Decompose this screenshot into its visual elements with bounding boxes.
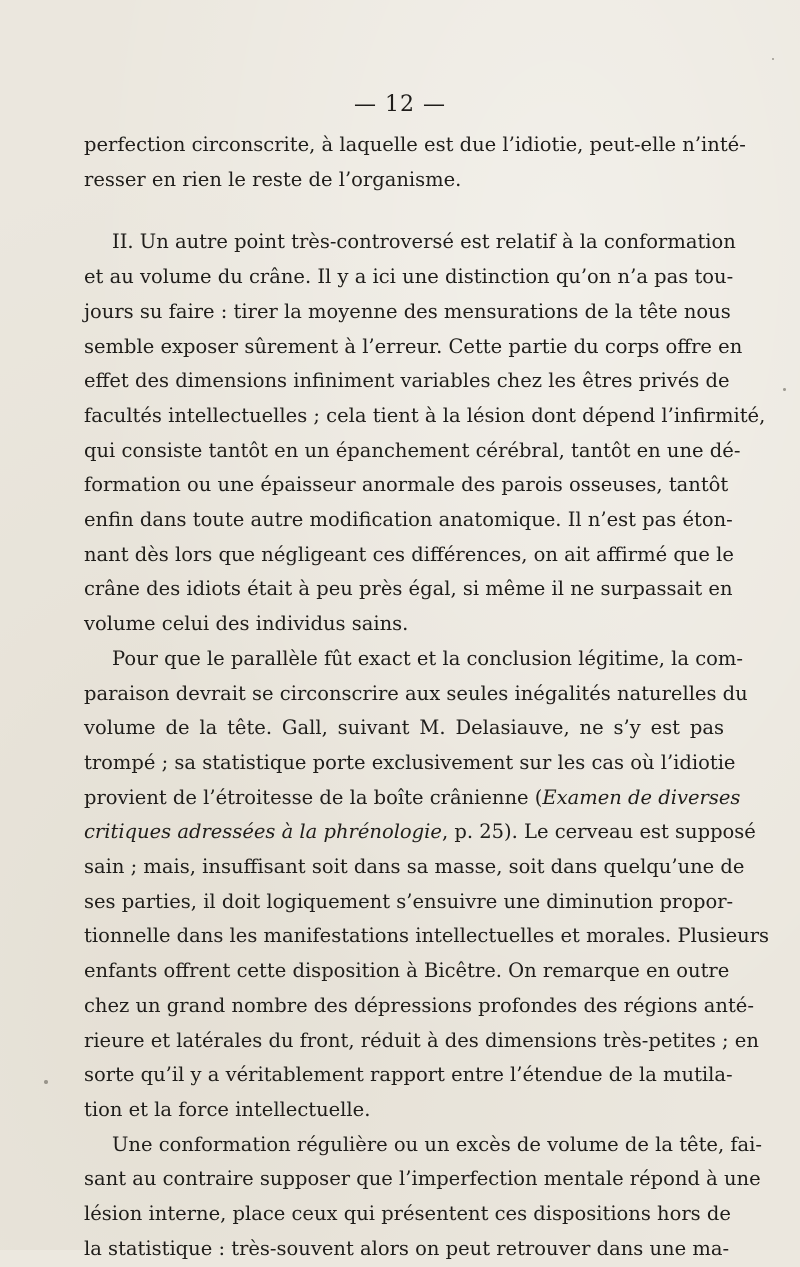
ink-speck <box>44 1080 48 1084</box>
text-line: enfants offrent cette disposition à Bicêtre. On remarque en outre <box>84 959 730 983</box>
text-line: sorte qu’il y a véritablement rapport entre l’étendue de la mutila- <box>84 1063 733 1087</box>
text-line: facultés intellectuelles ; cela tient à la lésion dont dépend l’infirmité, <box>84 403 766 427</box>
text-line: Une conformation régulière ou un excès de volume de la tête, fai- <box>112 1132 763 1156</box>
paragraph-1 <box>84 128 746 197</box>
text-line: Pour que le parallèle fût exact et la conclusion légitime, la com- <box>112 646 743 670</box>
text-line: enfin dans toute autre modification anatomique. Il n’est pas éton- <box>84 508 733 532</box>
ink-speck <box>783 388 786 391</box>
text-fragment: , p. 25). Le cerveau est supposé <box>441 820 756 844</box>
text-line: jours su faire : tirer la moyenne des mensurations de la tête nous <box>84 299 731 323</box>
text-line: tion et la force intellectuelle. <box>84 1097 371 1121</box>
text-line: effet des dimensions infiniment variables chez les êtres privés de <box>84 369 730 393</box>
text-line: chez un grand nombre des dépressions profondes des régions anté- <box>84 993 754 1017</box>
text-line <box>84 781 741 816</box>
page-number: — 12 — <box>354 92 446 117</box>
text-line: sain ; mais, insuffisant soit dans sa masse, soit dans quelqu’une de <box>84 855 745 879</box>
text-line: sant au contraire supposer que l’imperfection mentale répond à une <box>84 1167 761 1191</box>
book-reference: Examen de diverses <box>542 785 741 809</box>
text-line: volume celui des individus sains. <box>84 612 409 636</box>
book-reference: critiques adressées à la phrénologie <box>84 820 442 844</box>
text-line: tionnelle dans les manifestations intellectuelles et morales. Plusieurs <box>84 924 770 948</box>
paragraph-3 <box>84 642 770 1128</box>
paragraph-4 <box>84 1128 763 1267</box>
text-line: crâne des idiots était à peu près égal, si même il ne surpassait en <box>84 577 733 601</box>
text-line: volume de la tête. Gall, suivant M. Delasiauve, ne s’y est pas <box>84 716 724 740</box>
text-line: qui consiste tantôt en un épanchement cérébral, tantôt en une dé- <box>84 438 741 462</box>
text-line: paraison devrait se circonscrire aux seules inégalités naturelles du <box>84 681 748 705</box>
text-line <box>84 815 756 850</box>
text-line: nant dès lors que négligeant ces différences, on ait affirmé que le <box>84 542 734 566</box>
text-line: resser en rien le reste de l’organisme. <box>84 167 462 191</box>
text-line: lésion interne, place ceux qui présentent ces dispositions hors de <box>84 1202 731 1226</box>
text-line: ses parties, il doit logiquement s’ensuivre une diminution propor- <box>84 889 734 913</box>
text-line: trompé ; sa statistique porte exclusivement sur les cas où l’idiotie <box>84 750 736 774</box>
text-line: formation ou une épaisseur anormale des parois osseuses, tantôt <box>84 473 729 497</box>
text-line: II. Un autre point très-controversé est relatif à la conformation <box>112 230 736 254</box>
paragraph-2 <box>84 225 766 641</box>
text-line: et au volume du crâne. Il y a ici une distinction qu’on n’a pas tou- <box>84 265 734 289</box>
body-text <box>84 128 770 1267</box>
ink-speck <box>772 58 774 60</box>
text-line: la statistique : très-souvent alors on peut retrouver dans une ma- <box>84 1236 730 1260</box>
text-line: rieure et latérales du front, réduit à des dimensions très-petites ; en <box>84 1028 759 1052</box>
text-line: perfection circonscrite, à laquelle est due l’idiotie, peut-elle n’inté- <box>84 133 746 156</box>
text-fragment: provient de l’étroitesse de la boîte crânienne ( <box>84 785 543 809</box>
text-line: semble exposer sûrement à l’erreur. Cette partie du corps offre en <box>84 334 743 358</box>
